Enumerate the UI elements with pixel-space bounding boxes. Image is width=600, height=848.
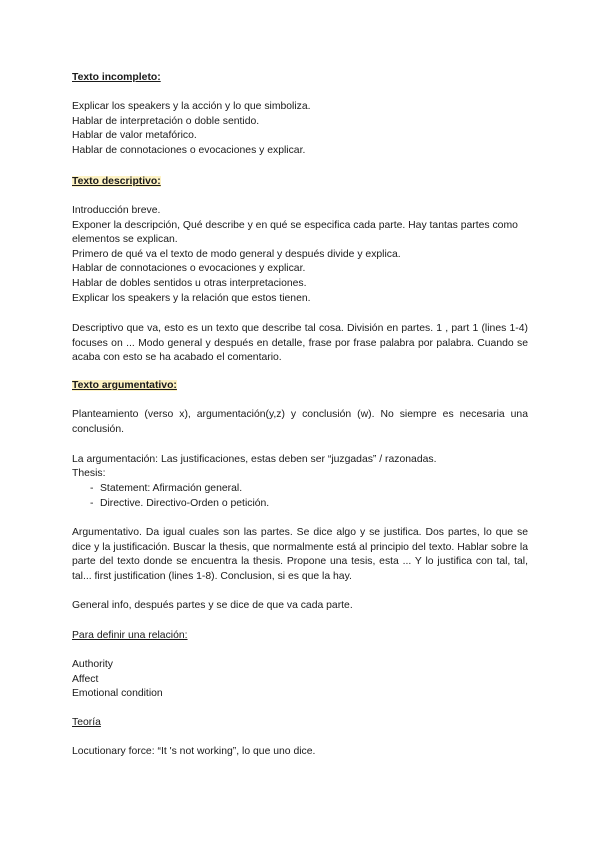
heading-teoria: [72, 716, 528, 731]
list-line: Introducción breve.: [72, 205, 161, 216]
heading-text: Para definir una relación:: [72, 630, 188, 641]
heading-text: Texto argumentativo:: [72, 380, 177, 391]
bullet-marker: -: [90, 483, 94, 494]
paragraph-argumentacion: La argumentación: Las justificaciones, estas deben ser “juzgadas” / razonadas.: [72, 454, 437, 465]
list-line: Hablar de connotaciones o evocaciones y explicar.: [72, 263, 306, 275]
heading-texto-descriptivo: [72, 175, 528, 190]
heading-text: Teoría: [72, 717, 101, 728]
list-relacion: [72, 658, 528, 702]
thesis-label: Thesis:: [72, 468, 106, 479]
list-texto-descriptivo: [72, 204, 528, 306]
list-item: [72, 482, 528, 497]
paragraph-general-info: General info, después partes y se dice de que va cada parte.: [72, 600, 353, 611]
paragraph-teoria: Locutionary force: “It 's not working”, lo que uno dice.: [72, 746, 316, 757]
list-line: Exponer la descripción, Qué describe y en qué se especifica cada parte. Hay tantas partes como elementos se explican.: [72, 219, 518, 246]
list-line: Hablar de dobles sentidos u otras interpretaciones.: [72, 277, 307, 289]
list-line: Authority: [72, 659, 114, 670]
list-line: Affect: [72, 673, 99, 685]
paragraph-descriptivo: Descriptivo que va, esto es un texto que describe tal cosa. División en partes. 1 , part 1 (lines 1-4) focuses on ... Modo general y después en detalle, frase por frase palabra por palabra. Cuando se acaba con esto se ha acabado el comentario.: [72, 323, 528, 364]
paragraph-planteamiento: Planteamiento (verso x), argumentación(y,z) y conclusión (w). No siempre es necesaria una conclusión.: [72, 409, 528, 435]
list-line: Emotional condition: [72, 688, 163, 700]
list-item-text: Statement: Afirmación general.: [100, 483, 243, 494]
list-texto-incompleto: [72, 100, 528, 158]
list-line: Hablar de interpretación o doble sentido.: [72, 115, 260, 127]
list-line: Primero de qué va el texto de modo general y después divide y explica.: [72, 248, 401, 260]
list-line: Explicar los speakers y la relación que estos tienen.: [72, 292, 311, 304]
bullet-marker: -: [90, 497, 94, 509]
heading-text: Texto incompleto:: [72, 72, 161, 83]
list-item-text: Directive. Directivo-Orden o petición.: [100, 497, 270, 509]
list-line: Hablar de connotaciones o evocaciones y explicar.: [72, 144, 306, 156]
list-line: Explicar los speakers y la acción y lo que simboliza.: [72, 101, 311, 112]
thesis-list: [72, 482, 528, 511]
paragraph-argumentativo: Argumentativo. Da igual cuales son las partes. Se dice algo y se justifica. Dos partes, lo que se dice y la justificación. Buscar la thesis, que normalmente está al principio del texto. Hablar sobre la parte del texto donde se encuentra la thesis. Propone una tesis, esta ... Y lo justifica con tal, tal, tal... first justification (lines 1-8). Conclusion, si es que la hay.: [72, 527, 528, 582]
heading-para-definir-relacion: [72, 629, 528, 644]
heading-texto-incompleto: [72, 71, 528, 86]
list-line: Hablar de valor metafórico.: [72, 130, 197, 142]
heading-text: Texto descriptivo:: [72, 176, 161, 187]
heading-texto-argumentativo: [72, 379, 528, 394]
list-item: [72, 497, 528, 512]
